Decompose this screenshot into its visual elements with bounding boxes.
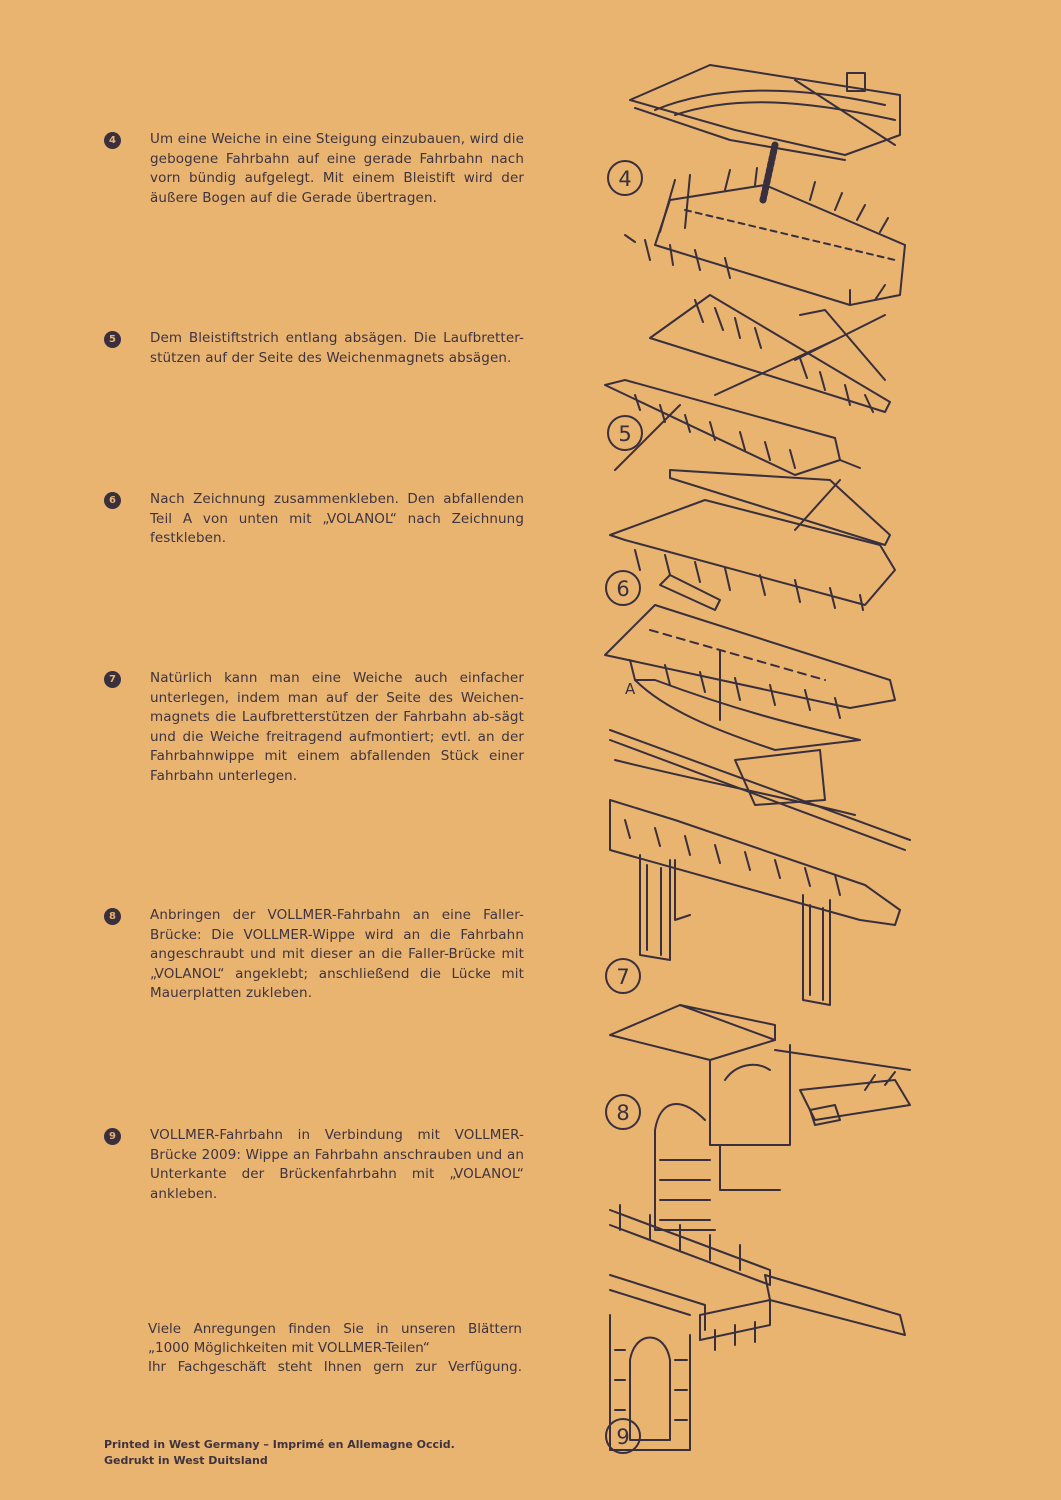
step-6 — [104, 490, 524, 549]
figure-5-label: 5 — [618, 422, 632, 446]
footer-line: Printed in West Germany – Imprimé en Allemagne Occid. — [104, 1438, 455, 1451]
step-number-badge: 9 — [104, 1128, 121, 1145]
closing-note — [148, 1320, 522, 1377]
closing-line: Viele Anregungen finden Sie in unseren Blättern — [148, 1321, 522, 1337]
step-number-badge: 6 — [104, 492, 121, 509]
footer-line: Gedrukt in West Duitsland — [104, 1454, 268, 1467]
print-footer — [104, 1437, 455, 1469]
step-7 — [104, 669, 524, 786]
figure-9-label: 9 — [616, 1425, 630, 1449]
figure-6-label: 6 — [616, 577, 630, 601]
step-number-badge: 5 — [104, 331, 121, 348]
step-text: Natürlich kann man eine Weiche auch einfacher unterlegen, indem man auf der Seite des Weichen-magnets die Laufbretterstützen der Fahrbahn ab-sägt und die Weiche freitragend aufmontiert; evtl. an der Fahrbahnwippe mit einem abfallenden Stück einer Fahrbahn unterlegen. — [150, 670, 524, 784]
figure-8-faller-bridge — [610, 1005, 910, 1230]
step-number-badge: 4 — [104, 132, 121, 149]
step-number-badge: 7 — [104, 671, 121, 688]
figure-4-label: 4 — [618, 167, 632, 191]
figure-9-vollmer-bridge — [610, 1205, 905, 1450]
part-a-label: A — [625, 680, 636, 698]
figure-5-sawn-parts — [605, 295, 890, 475]
closing-line: Ihr Fachgeschäft steht Ihnen gern zur Verfügung. — [148, 1359, 522, 1375]
figure-4-switch-on-straight-track — [625, 65, 905, 305]
figure-8-label: 8 — [616, 1101, 630, 1125]
step-9 — [104, 1126, 524, 1204]
closing-line: „1000 Möglichkeiten mit VOLLMER-Teilen“ — [148, 1340, 430, 1356]
step-text: Nach Zeichnung zusammenkleben. Den abfallenden Teil A von unten mit „VOLANOL“ nach Zeichnung festkleben. — [150, 491, 524, 546]
step-4 — [104, 130, 524, 208]
step-text: VOLLMER-Fahrbahn in Verbindung mit VOLLMER-Brücke 2009: Wippe an Fahrbahn anschrauben und an Unterkante der Brückenfahrbahn mit „VOLANOL“ ankleben. — [150, 1127, 524, 1202]
figure-6-glued-assembly — [610, 470, 895, 610]
assembly-illustrations — [595, 60, 925, 1460]
figure-7-label: 7 — [616, 965, 630, 989]
step-number-badge: 8 — [104, 908, 121, 925]
step-text: Anbringen der VOLLMER-Fahrbahn an eine Faller-Brücke: Die VOLLMER-Wippe wird an die Fahrbahn angeschraubt und mit dieser an die Faller-Brücke mit „VOLANOL“ angeklebt; anschließend die Lücke mit Mauerplatten zukleben. — [150, 907, 524, 1001]
step-text: Dem Bleistiftstrich entlang absägen. Die Laufbretter-stützen auf der Seite des Weichenmagnets absägen. — [150, 330, 524, 366]
step-text: Um eine Weiche in eine Steigung einzubauen, wird die gebogene Fahrbahn auf eine gerade Fahrbahn nach vorn bündig aufgelegt. Mit einem Bleistift wird der äußere Bogen auf die Gerade übertragen. — [150, 131, 524, 206]
step-8 — [104, 906, 524, 1004]
figure-7-bridge-with-switch — [610, 730, 910, 1005]
step-5 — [104, 329, 524, 368]
